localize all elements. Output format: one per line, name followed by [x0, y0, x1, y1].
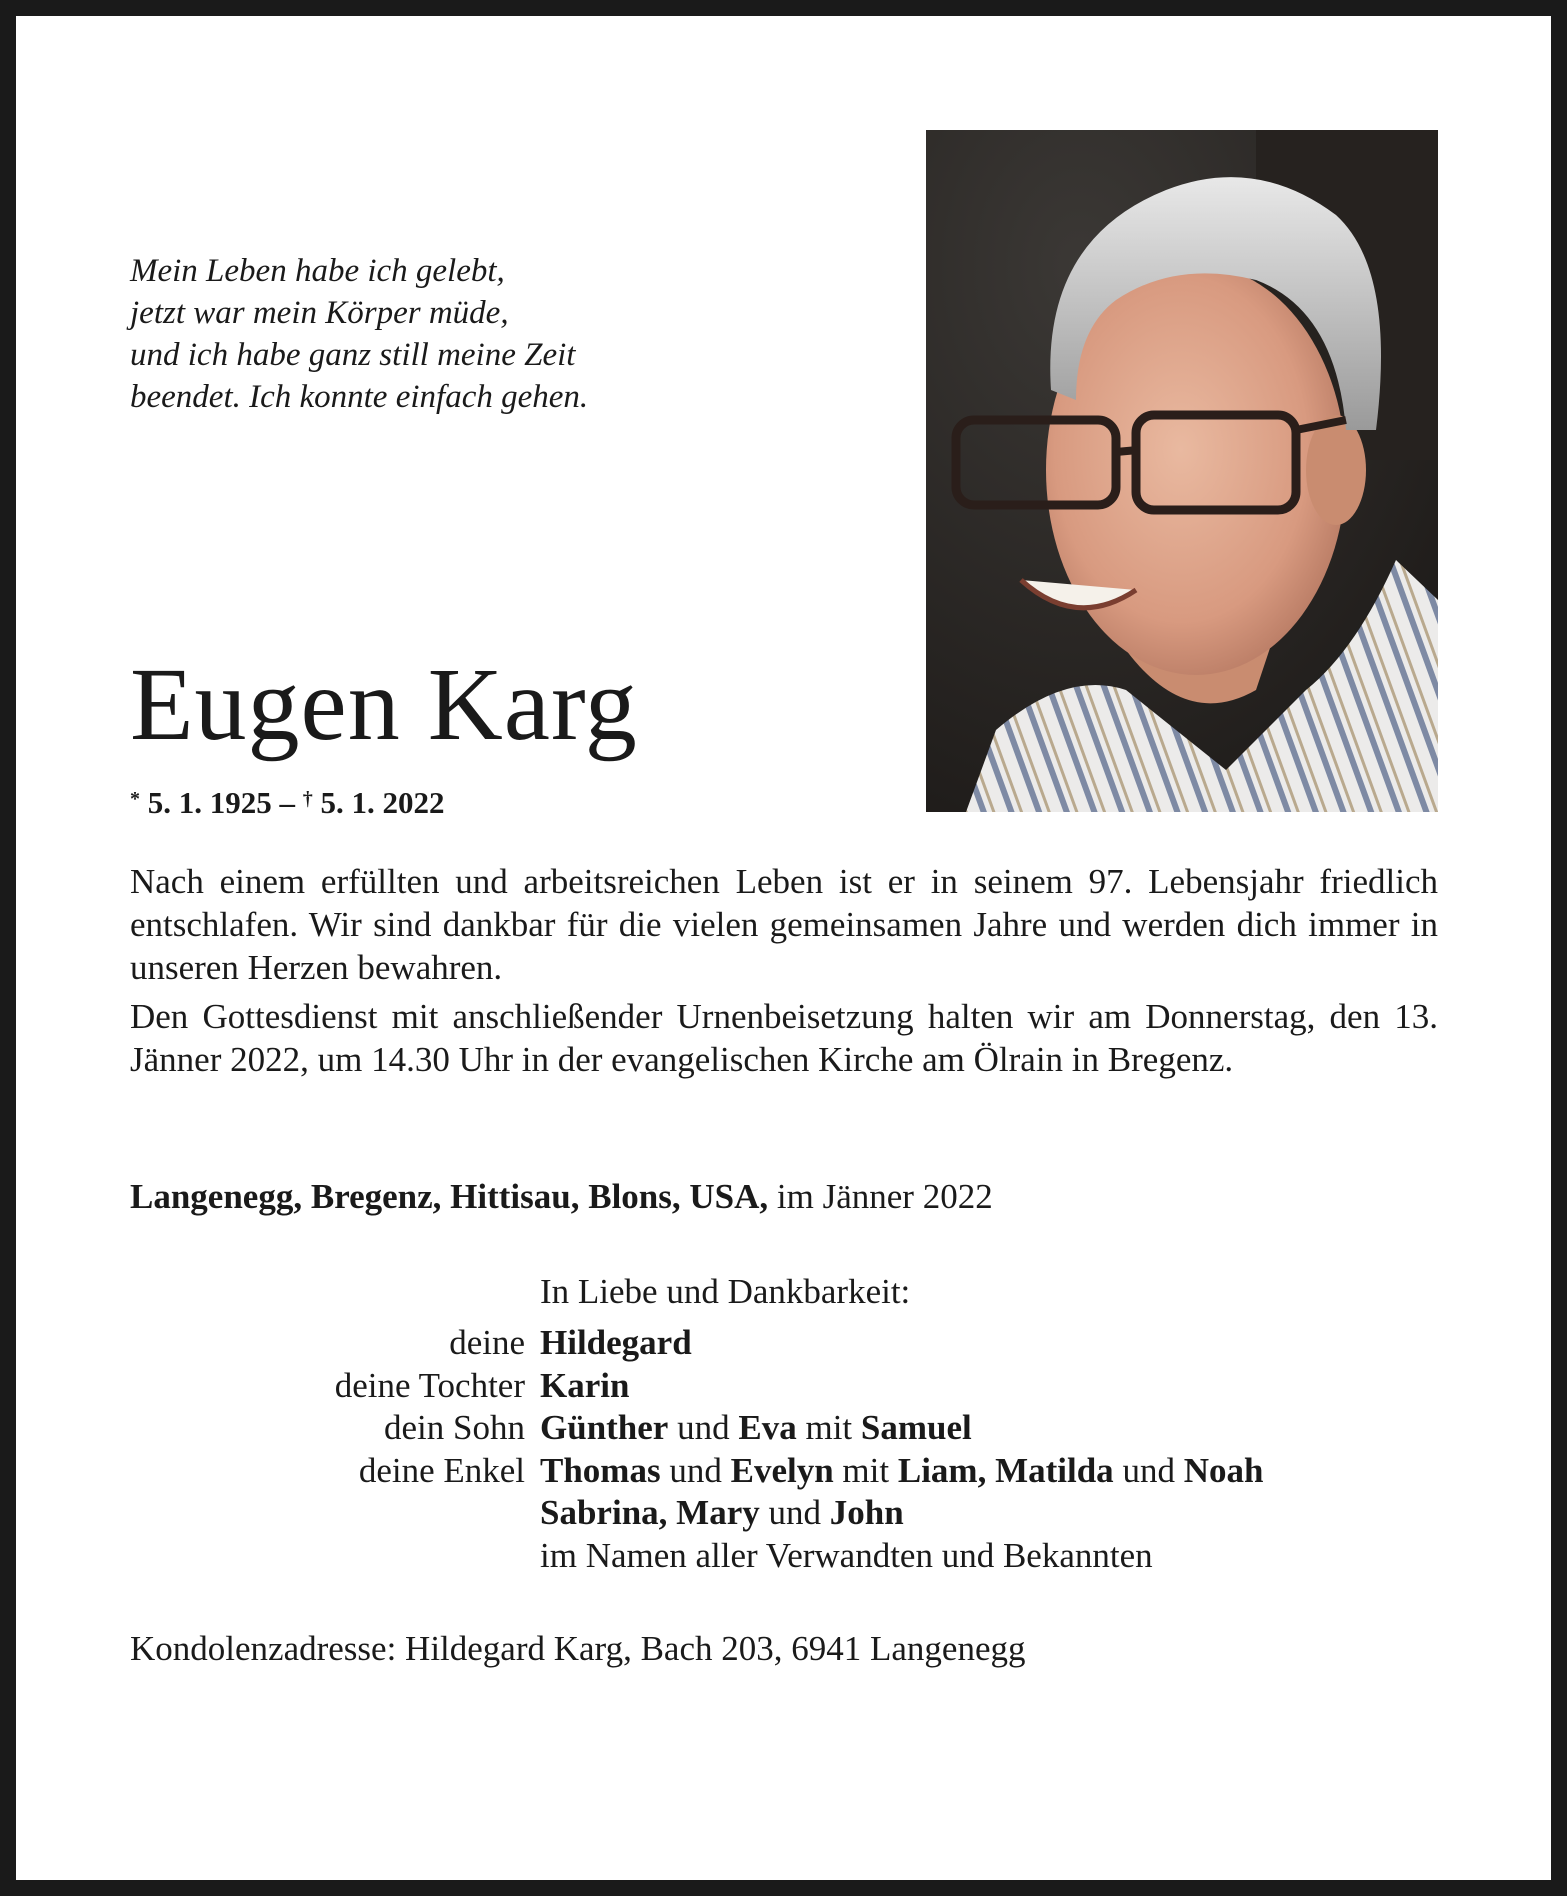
family-row-daughter [130, 1365, 1450, 1408]
birth-date: 5. 1. 1925 [147, 785, 272, 820]
portrait-illustration [926, 130, 1438, 812]
family-row-grandchildren [130, 1450, 1450, 1493]
relation-label: deine [449, 1323, 525, 1362]
family-row-relatives [130, 1535, 1450, 1578]
preposition: mit [842, 1450, 890, 1490]
conjunction: und [677, 1408, 730, 1447]
condolence-address: Kondolenzadresse: Hildegard Karg, Bach 203, 6941 Langenegg [130, 1629, 1026, 1668]
son-partner-name: Eva [738, 1408, 797, 1447]
relatives-line: im Namen aller Verwandten und Bekannten [540, 1535, 1153, 1575]
conjunction: und [1122, 1450, 1175, 1490]
great-grandchild-name: Noah [1183, 1450, 1264, 1490]
wife-name: Hildegard [540, 1323, 692, 1362]
memorial-quote [130, 250, 770, 418]
paragraph: Nach einem erfüllten und arbeitsreichen Leben ist er in seinem 97. Lebensjahr friedlich entschlafen. Wir sind dankbar für die vielen gemeinsamen Jahre und werden dich immer in unseren Herzen bewahren. [130, 862, 1438, 987]
family-row-wife [130, 1322, 1450, 1365]
family-list [130, 1322, 1450, 1577]
life-dates [130, 783, 445, 823]
announcement-date: im Jänner 2022 [776, 1177, 993, 1216]
quote-line: jetzt war mein Körper müde, [130, 295, 509, 331]
grandchild-name: Thomas [540, 1450, 661, 1490]
conjunction: und [768, 1493, 821, 1532]
obituary-text [130, 860, 1438, 1087]
quote-line: und ich habe ganz still meine Zeit [130, 337, 576, 373]
son-name: Günther [540, 1408, 669, 1447]
family-row-grandchildren-2 [130, 1492, 1450, 1535]
preposition: mit [805, 1408, 853, 1447]
daughter-name: Karin [540, 1365, 630, 1405]
relation-label: deine Tochter [334, 1365, 525, 1405]
relation-label: deine Enkel [358, 1450, 525, 1490]
grandchild-name: John [829, 1493, 904, 1532]
grandchild-partner-name: Evelyn [730, 1450, 834, 1490]
relation-label: dein Sohn [384, 1408, 525, 1447]
closing-phrase: In Liebe und Dankbarkeit: [540, 1272, 911, 1311]
date-separator: – [279, 785, 295, 820]
death-symbol: † [302, 788, 313, 810]
places-and-date [130, 1175, 993, 1218]
death-date: 5. 1. 2022 [320, 785, 445, 820]
great-grandchildren-names: Liam, Matilda [897, 1450, 1114, 1490]
portrait-photo [926, 130, 1438, 812]
son-child-name: Samuel [860, 1408, 972, 1447]
quote-line: Mein Leben habe ich gelebt, [130, 253, 505, 289]
grandchildren-names: Sabrina, Mary [540, 1493, 760, 1532]
birth-symbol: * [130, 788, 140, 810]
family-row-son [130, 1407, 1450, 1450]
conjunction: und [669, 1450, 722, 1490]
places-list: Langenegg, Bregenz, Hittisau, Blons, USA, [130, 1177, 769, 1216]
quote-line: beendet. Ich konnte einfach gehen. [130, 379, 589, 415]
deceased-name: Eugen Karg [130, 647, 638, 762]
paragraph: Den Gottesdienst mit anschließender Urnenbeisetzung halten wir am Donnerstag, den 13. Jänner 2022, um 14.30 Uhr in der evangelischen Kirche am Ölrain in Bregenz. [130, 997, 1438, 1079]
